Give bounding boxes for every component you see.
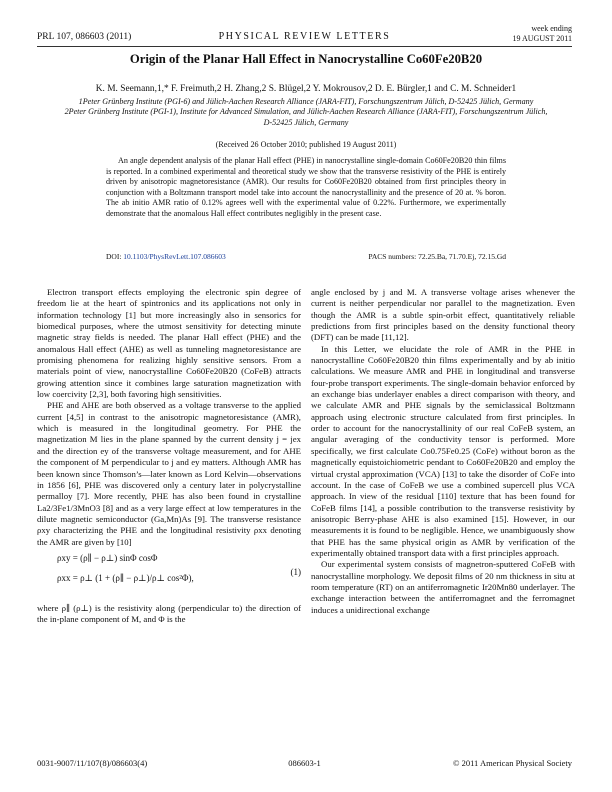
left-column bbox=[37, 287, 301, 626]
paragraph: Electron transport effects employing the electronic spin degree of freedom lie at the heart of spintronics and its applications not only in information technology [1] but more increasingly also in sensorics for biomedical purposes, where the utmost sensitivity for detecting minute magnetic stray fields is needed. The planar Hall effect (PHE) and the anomalous Hall effect (AHE) as well as tunneling magnetoresistance are promising phenomena for realizing highly sensitive sensors. From a materials point of view, nanocrystalline Co60Fe20B20 (CoFeB) attracts growing attention since it combines large saturation magnetization with low coercivity [2,3], both favoring high sensitivities. bbox=[37, 287, 301, 400]
doi-link[interactable]: 10.1103/PhysRevLett.107.086603 bbox=[123, 252, 226, 261]
received-date: (Received 26 October 2010; published 19 August 2011) bbox=[215, 140, 397, 149]
issue-date-line1: week ending bbox=[531, 24, 572, 33]
header-rule bbox=[37, 46, 572, 47]
affiliations bbox=[60, 97, 552, 128]
pacs-numbers: PACS numbers: 72.25.Ba, 71.70.Ej, 72.15.Gd bbox=[368, 252, 506, 261]
footer-article-code: 0031-9007/11/107(8)/086603(4) bbox=[37, 758, 148, 768]
page-number: 086603-1 bbox=[288, 758, 321, 768]
running-header bbox=[37, 24, 572, 44]
journal-name: PHYSICAL REVIEW LETTERS bbox=[218, 31, 391, 42]
abstract: An angle dependent analysis of the planar Hall effect (PHE) in nanocrystalline single-domain Co60Fe20B20 thin films is reported. In a combined experimental and theoretical study we show that the transverse resistivity of the PHE is entirely driven by anisotropic magnetoresistance (AMR). Our results for Co60Fe20B20 obtained from first principles theory in conjunction with a Boltzmann transport model take into account the nanocrystallinity and the presence of 20 at. % boron. The ab initio AMR ratio of 0.12% agrees well with the experimental value of 0.22%. Furthermore, we experimentally demonstrate that the anomalous Hall effect contributes negligibly in the present case. bbox=[106, 156, 506, 218]
affiliation-1: 1Peter Grünberg Institute (PGI-6) and Jülich-Aachen Research Alliance (JARA-FIT), Forschungszentrum Jülich, D-52425 Jülich, Germany bbox=[78, 97, 534, 106]
issue-date-line2: 19 AUGUST 2011 bbox=[512, 33, 572, 43]
equation-number: (1) bbox=[290, 566, 301, 577]
equation-line-rho-xy: ρxy = (ρ∥ − ρ⊥) sinΦ cosΦ bbox=[57, 552, 158, 563]
doi-label: DOI: bbox=[106, 252, 122, 261]
paragraph: angle enclosed by j and M. A transverse voltage arises whenever the current is neither perpendicular nor parallel to the magnetization. Even though the AMR is a subtle spin-orbit effect, quantitatively reliable predictions from first principles based on the density functional theory (DFT) can be made [11,12]. bbox=[311, 287, 575, 343]
issue-date bbox=[512, 24, 572, 43]
author-list: K. M. Seemann,1,* F. Freimuth,2 H. Zhang,2 S. Blügel,2 Y. Mokrousov,2 D. E. Bürgler,1 and C. M. Schneider1 bbox=[95, 84, 517, 94]
paragraph: In this Letter, we elucidate the role of AMR in the PHE in nanocrystalline Co60Fe20B20 thin films experimentally and by ab initio calculations. We measure AMR and PHE in longitudinal and transverse four-probe transport experiments. The single-domain behavior enforced by an exchange bias underlayer enables a direct comparison with theory, and we calculate AMR and PHE signals by the semiclassical Boltzmann approach using electronic structure calculated from first principles. In order to account for the nanocrystallinity of our real CoFeB system, an angular averaging of the conductivity tensor is performed. More specifically, we first calculate Co0.75Fe0.25 (CoFe) without boron as the magnetically equistoichiometric pendant to Co60Fe20B20 and employ the virtual crystal approximation (VCA) [13] to take the disorder of CoFe into account. In the case of CoFeB we use a combined supercell plus VCA approach. In view of the residual [110] texture that has been found for CoFeB films [14], a possible contribution to the transverse resistivity by anisotropic Berry-phase AHE is also examined [15]. However, in our measurements it is found to be negligible. Hence, we unambiguously show that PHE has the same physical origin as AMR by verification of the experimentally obtained transport data with a first principles approach. bbox=[311, 343, 575, 558]
affiliation-2: 2Peter Grünberg Institute (PGI-1), Institute for Advanced Simulation, and Jülich-Aachen Research Alliance (JARA-FIT), Forschungszentrum Jülich, D-52425 Jülich, Germany bbox=[64, 107, 548, 127]
page-footer bbox=[37, 758, 572, 772]
journal-citation: PRL 107, 086603 (2011) bbox=[37, 32, 132, 42]
right-column bbox=[311, 287, 575, 616]
paragraph: Our experimental system consists of magnetron-sputtered CoFeB with nanocrystalline morphology. We deposit films of 20 nm thickness in situ at room temperature (RT) on an antiferromagnetic Ir20Mn80 underlayer. The exchange interaction between the antiferromagnet and the ferromagnet induces a unidirectional exchange bbox=[311, 559, 575, 615]
doi-line bbox=[106, 252, 226, 261]
paragraph: PHE and AHE are both observed as a voltage transverse to the applied current [4,5] in contrast to the anisotropic magnetoresistance (AMR), which is measured in the longitudinal geometry. For PHE the magnetization M lies in the plane spanned by the current density j = jex and the direction ey of the transverse voltage measurement, and for AHE the component of M perpendicular to j and ey matters. Although AMR has been known since Thomson’s—later known as Lord Kelvin—observations in 1856 [6], PHE was discovered only a century later in polycrystalline permalloy [7]. More recently, PHE has also been found in crystalline La2/3Fe1/3MnO3 [8] and as a very large effect at low temperatures in the dilute magnetic semiconductor (Ga,Mn)As [9]. The transverse resistance ρxy characterizing the PHE and the longitudinal resistivity ρxx denoting the AMR are given by [10] bbox=[37, 400, 301, 547]
equation-line-rho-xx: ρxx = ρ⊥ (1 + (ρ∥ − ρ⊥)/ρ⊥ cos²Φ), bbox=[57, 572, 194, 583]
paragraph: where ρ∥ (ρ⊥) is the resistivity along (perpendicular to) the direction of the in-plane component of M, and Φ is the bbox=[37, 602, 301, 625]
equation-1 bbox=[37, 551, 301, 601]
copyright: © 2011 American Physical Society bbox=[453, 758, 572, 768]
paper-title: Origin of the Planar Hall Effect in Nanocrystalline Co60Fe20B20 bbox=[129, 52, 483, 66]
